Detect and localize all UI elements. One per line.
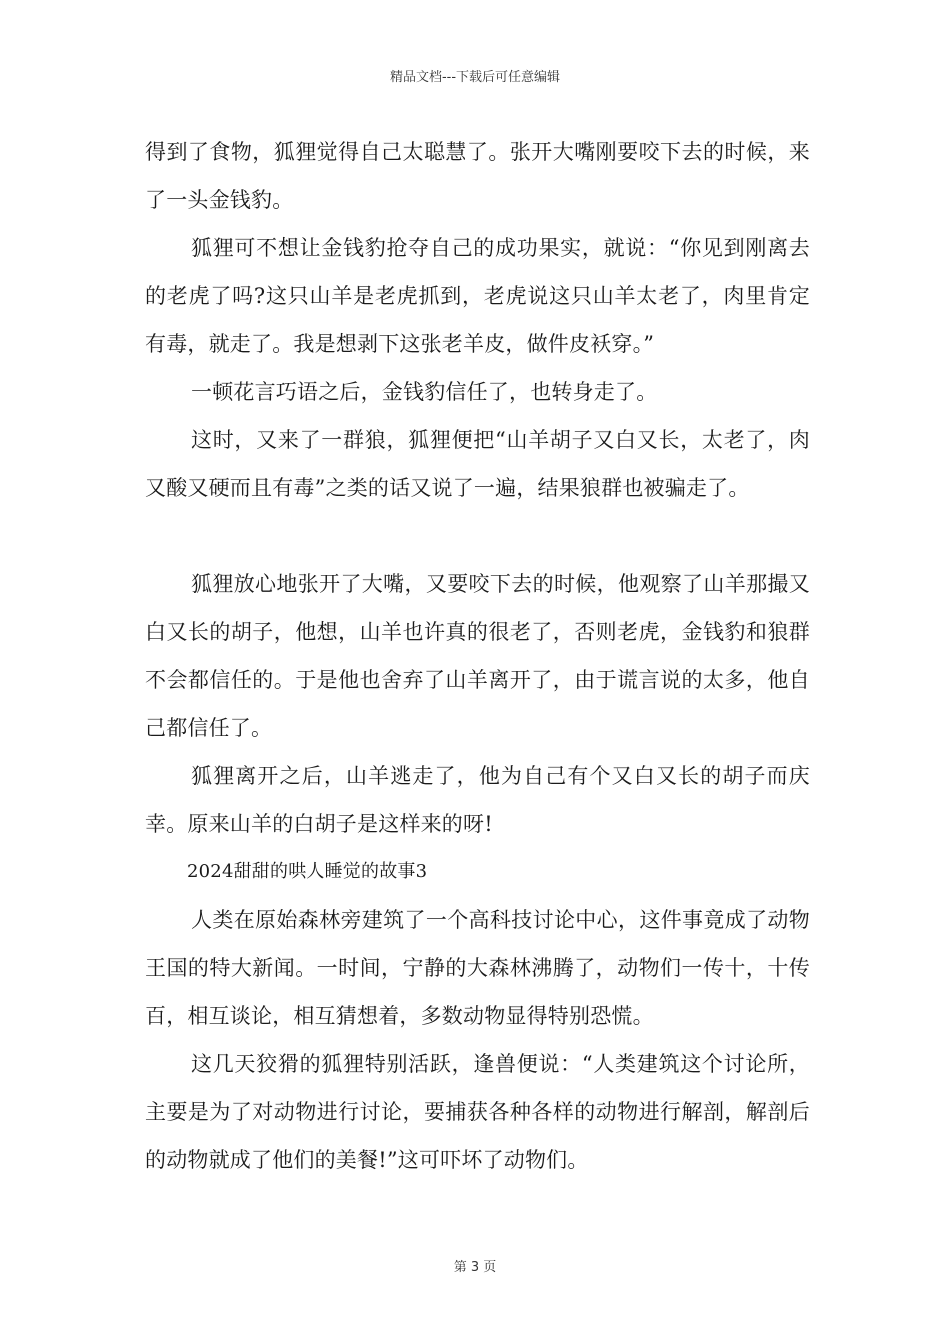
page-header: 精品文档---下载后可任意编辑 bbox=[389, 70, 561, 85]
paragraph-7: 人类在原始森林旁建筑了一个高科技讨论中心，这件事竟成了动物王国的特大新闻。一时间，宁静的大森林沸腾了，动物们一传十，十传百，相互谈论，相互猜想着，多数动物显得特别恐慌。 bbox=[145, 908, 810, 1028]
document-body bbox=[145, 128, 810, 1184]
paragraph-3: 一顿花言巧语之后，金钱豹信任了，也转身走了。 bbox=[191, 380, 658, 404]
paragraph-1: 得到了食物，狐狸觉得自己太聪慧了。张开大嘴刚要咬下去的时候，来了一头金钱豹。 bbox=[145, 140, 810, 212]
paragraph-2: 狐狸可不想让金钱豹抢夺自己的成功果实，就说：“你见到刚离去的老虎了吗?这只山羊是老虎抓到，老虎说这只山羊太老了，肉里肯定有毒，就走了。我是想剥下这张老羊皮，做件皮袄穿。” bbox=[145, 236, 810, 356]
paragraph-5: 狐狸放心地张开了大嘴，又要咬下去的时候，他观察了山羊那撮又白又长的胡子，他想，山羊也许真的很老了，否则老虎，金钱豹和狼群不会都信任的。于是他也舍弃了山羊离开了，由于谎言说的太多，他自己都信任了。 bbox=[145, 572, 810, 740]
paragraph-8: 这几天狡猾的狐狸特别活跃，逢兽便说：“人类建筑这个讨论所，主要是为了对动物进行讨论，要捕获各种各样的动物进行解剖，解剖后的动物就成了他们的美餐!”这可吓坏了动物们。 bbox=[145, 1052, 810, 1172]
page-number: 第 3 页 bbox=[453, 1260, 497, 1275]
paragraph-6: 狐狸离开之后，山羊逃走了，他为自己有个又白又长的胡子而庆幸。原来山羊的白胡子是这样来的呀! bbox=[145, 764, 810, 836]
section-heading: 2024甜甜的哄人睡觉的故事3 bbox=[187, 861, 428, 882]
paragraph-4: 这时，又来了一群狼，狐狸便把“山羊胡子又白又长，太老了，肉又酸又硬而且有毒”之类的话又说了一遍，结果狼群也被骗走了。 bbox=[145, 428, 810, 500]
